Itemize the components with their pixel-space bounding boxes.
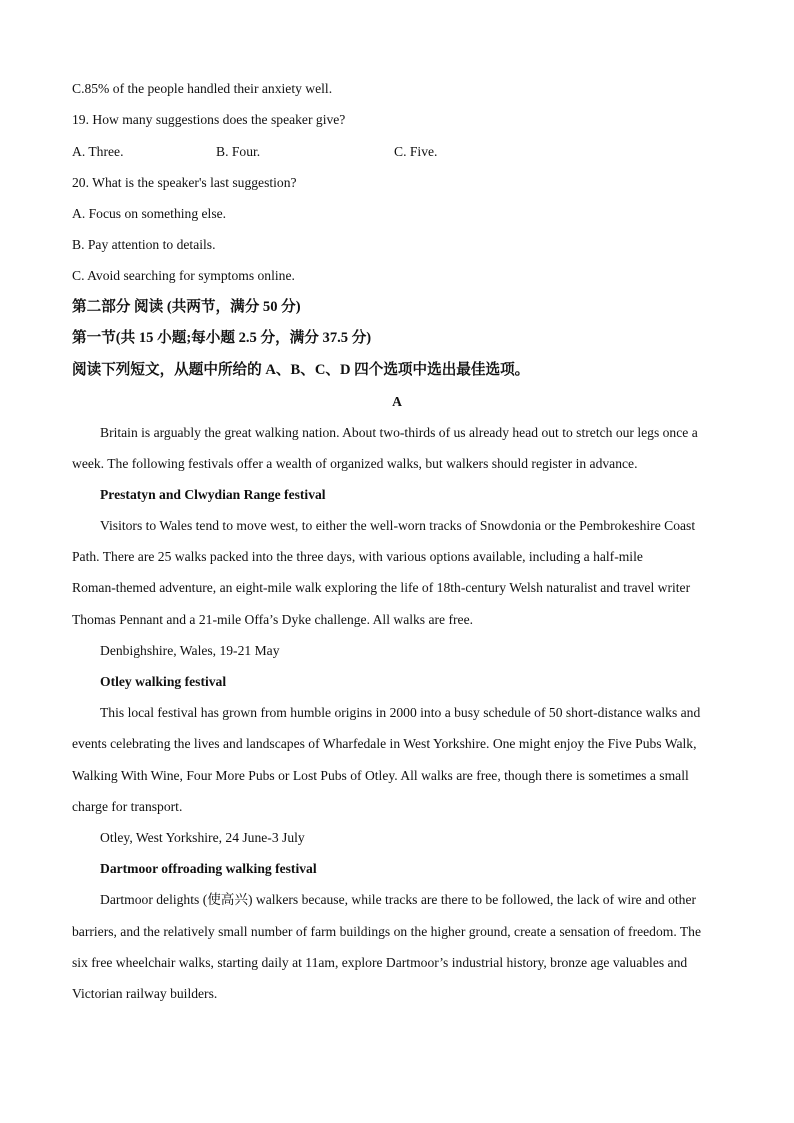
section-subheading: 第一节(共 15 小题;每小题 2.5 分，满分 37.5 分)	[72, 330, 372, 346]
section-instruction: 阅读下列短文，从题中所给的 A、B、C、D 四个选项中选出最佳选项。	[72, 362, 530, 378]
festival-title: Otley walking festival	[100, 674, 227, 689]
festival-place-date: Denbighshire, Wales, 19-21 May	[100, 643, 280, 658]
festival-body-line: Visitors to Wales tend to move west, to either the well-worn tracks of Snowdonia or the Pembrokeshire Coast	[100, 518, 696, 533]
passage-intro-line: week. The following festivals offer a wealth of organized walks, but walkers should register in advance.	[72, 456, 638, 471]
festival-body-line: Victorian railway builders.	[72, 986, 218, 1001]
festival-body-line: Walking With Wine, Four More Pubs or Lost Pubs of Otley. All walks are free, though there is sometimes a small	[72, 768, 689, 783]
section-part-heading: 第二部分 阅读 (共两节，满分 50 分)	[72, 299, 301, 315]
festival-title: Dartmoor offroading walking festival	[100, 861, 317, 876]
festival-body-line: Path. There are 25 walks packed into the three days, with various options available, including a half-mile	[72, 549, 643, 564]
passage-intro-line: Britain is arguably the great walking nation. About two-thirds of us already head out to stretch our legs once a	[100, 425, 698, 440]
festival-body-line: Roman-themed adventure, an eight-mile walk exploring the life of 18th-century Welsh naturalist and travel writer	[72, 580, 691, 595]
festival-body-line: charge for transport.	[72, 799, 183, 814]
festival-title: Prestatyn and Clwydian Range festival	[100, 487, 326, 502]
festival-body-line: six free wheelchair walks, starting daily at 11am, explore Dartmoor’s industrial history, bronze age valuables and	[72, 955, 688, 970]
q19-question: 19. How many suggestions does the speaker give?	[72, 112, 346, 127]
q20-option-c: C. Avoid searching for symptoms online.	[72, 268, 295, 283]
q20-option-a: A. Focus on something else.	[72, 206, 227, 221]
festival-place-date: Otley, West Yorkshire, 24 June-3 July	[100, 830, 305, 845]
festival-body-line: Dartmoor delights (使高兴) walkers because, while tracks are there to be followed, the lack of wire and other	[100, 892, 697, 907]
passage-letter: A	[392, 394, 402, 409]
festival-body-line: Thomas Pennant and a 21-mile Offa’s Dyke challenge. All walks are free.	[72, 612, 474, 627]
festival-body-line: barriers, and the relatively small number of farm buildings on the higher ground, create a sensation of freedom. The	[72, 924, 702, 939]
q19-option-a: A. Three.	[72, 144, 124, 159]
q20-option-b: B. Pay attention to details.	[72, 237, 216, 252]
festival-body-line: This local festival has grown from humble origins in 2000 into a busy schedule of 50 short-distance walks and	[100, 705, 701, 720]
q19-option-b: B. Four.	[216, 144, 261, 159]
q20-question: 20. What is the speaker's last suggestion?	[72, 175, 297, 190]
festival-body-line: events celebrating the lives and landscapes of Wharfedale in West Yorkshire. One might enjoy the Five Pubs Walk,	[72, 736, 697, 751]
q18-option-c: C.85% of the people handled their anxiety well.	[72, 81, 333, 96]
q19-option-c: C. Five.	[394, 144, 438, 159]
